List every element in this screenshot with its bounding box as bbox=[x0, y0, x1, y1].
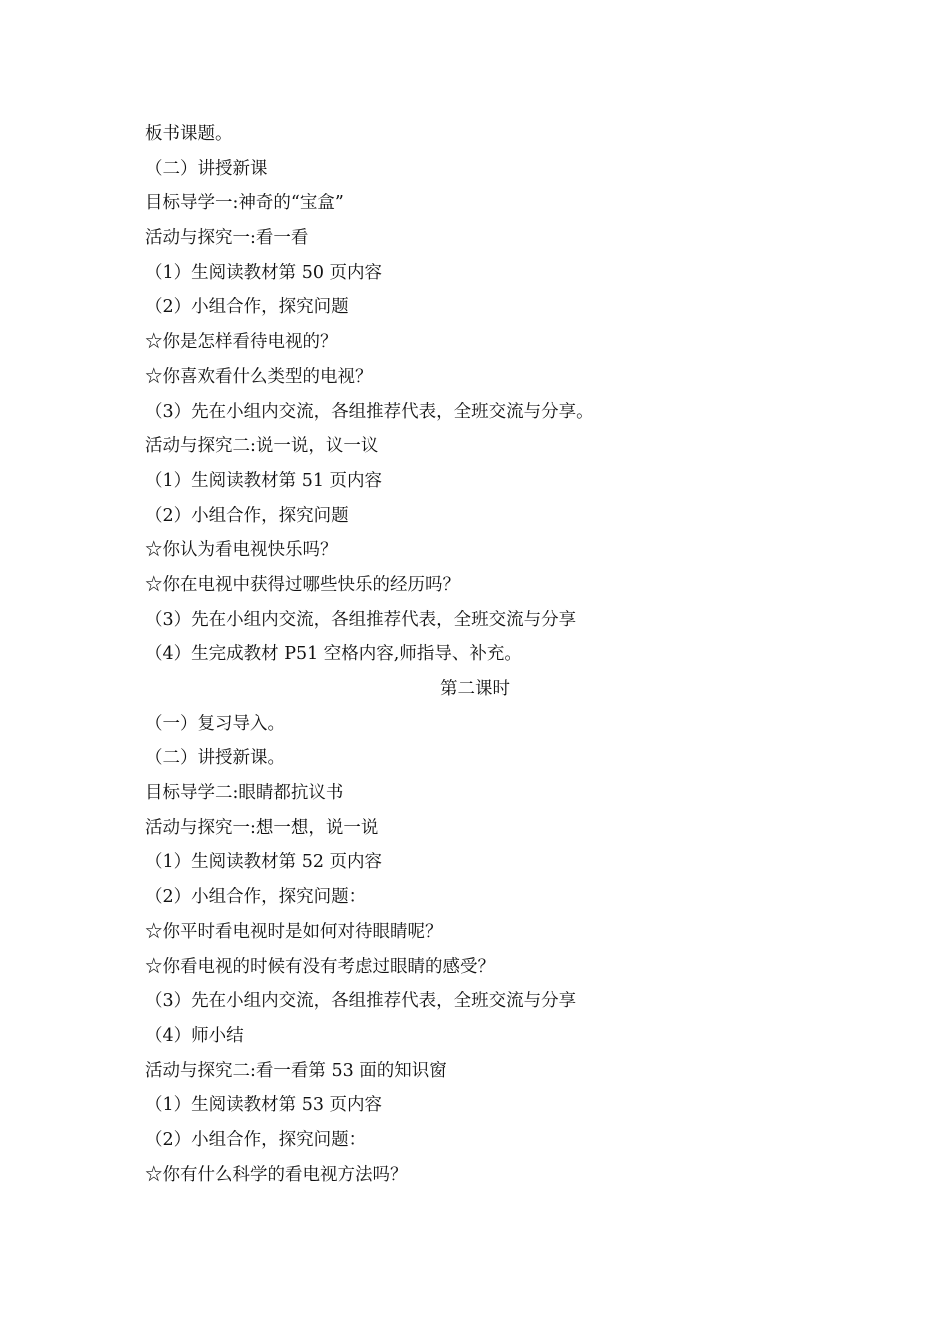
activity-heading: 活动与探究二:看一看第 53 面的知识窗 bbox=[145, 1060, 447, 1081]
step-item: （1）生阅读教材第 53 页内容 bbox=[145, 1095, 383, 1116]
step-item: （2）小组合作，探究问题： bbox=[145, 887, 367, 908]
section-heading: （二）讲授新课 bbox=[145, 158, 268, 179]
section-heading: （二）讲授新课。 bbox=[145, 748, 285, 769]
question-item: ☆你认为看电视快乐吗？ bbox=[145, 540, 338, 561]
question-item: ☆你在电视中获得过哪些快乐的经历吗？ bbox=[145, 574, 460, 595]
step-item: （4）生完成教材 P51 空格内容,师指导、补充。 bbox=[145, 644, 522, 665]
activity-heading: 活动与探究一:看一看 bbox=[145, 228, 309, 249]
goal-heading: 目标导学一:神奇的“宝盒” bbox=[145, 193, 344, 214]
question-item: ☆你有什么科学的看电视方法吗？ bbox=[145, 1164, 408, 1185]
step-item: （4）师小结 bbox=[145, 1025, 244, 1046]
step-item: （2）小组合作，探究问题 bbox=[145, 297, 349, 318]
text-line: 板书课题。 bbox=[145, 124, 233, 144]
goal-heading: 目标导学二:眼睛都抗议书 bbox=[145, 783, 344, 804]
step-item: （1）生阅读教材第 51 页内容 bbox=[145, 470, 383, 491]
activity-heading: 活动与探究一:想一想，说一说 bbox=[145, 817, 379, 838]
step-item: （1）生阅读教材第 52 页内容 bbox=[145, 852, 383, 873]
step-item: （2）小组合作，探究问题： bbox=[145, 1129, 367, 1150]
question-item: ☆你平时看电视时是如何对待眼睛呢？ bbox=[145, 921, 443, 942]
step-item: （2）小组合作，探究问题 bbox=[145, 505, 349, 526]
step-item: （1）生阅读教材第 50 页内容 bbox=[145, 262, 383, 283]
question-item: ☆你喜欢看什么类型的电视？ bbox=[145, 366, 373, 387]
step-item: （3）先在小组内交流，各组推荐代表，全班交流与分享。 bbox=[145, 401, 594, 422]
step-item: （3）先在小组内交流，各组推荐代表，全班交流与分享 bbox=[145, 609, 577, 630]
activity-heading: 活动与探究二:说一说，议一议 bbox=[145, 436, 379, 457]
question-item: ☆你看电视的时候有没有考虑过眼睛的感受？ bbox=[145, 956, 495, 977]
lesson-title: 第二课时 bbox=[440, 679, 510, 699]
section-heading: （一）复习导入。 bbox=[145, 713, 285, 734]
question-item: ☆你是怎样看待电视的？ bbox=[145, 332, 338, 353]
document-body bbox=[145, 117, 805, 1192]
step-item: （3）先在小组内交流，各组推荐代表，全班交流与分享 bbox=[145, 991, 577, 1012]
